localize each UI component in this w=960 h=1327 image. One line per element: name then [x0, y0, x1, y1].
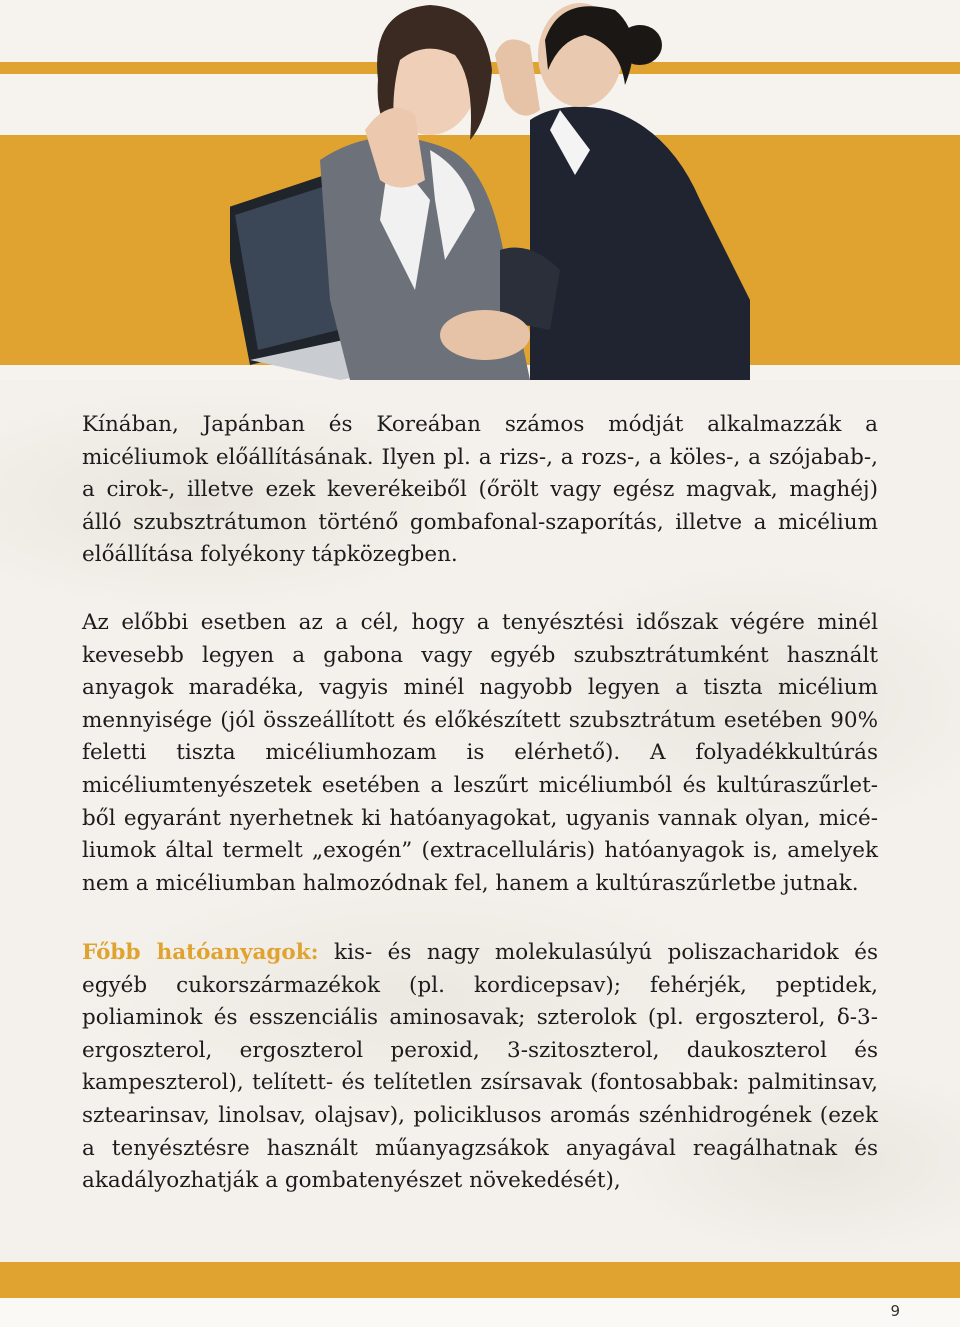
footer-accent-band	[0, 1262, 960, 1298]
page-number: 9	[890, 1302, 900, 1320]
paragraph-intro	[82, 409, 878, 572]
paragraph-mycelium-yield-text: Az előbbi esetben az a cél, hogy a tenyésztési időszak végére minél kevesebb legyen a gabona vagy egyéb szubsztrátumként használt anyagok maradéka, vagyis minél nagyobb legyen a tiszta micélium mennyisége (jól összeállított és előkészített szubsztrátum esetében 90% feletti tiszta micéliumhozam is elérhető). A folyadékkultúrás micéliumtenyészetek esetében a leszűrt micéliumból és kultúraszűrletből egyaránt nyerhetnek ki hatóanyagokat, ugyanis vannak olyan, micéliumok által termelt „exogén” (extracelluláris) hatóanyagok is, amelyek nem a micéliumban halmozódnak fel, hanem a kultúraszűrletbe jutnak.	[82, 610, 878, 896]
active-compounds-text: kis- és nagy molekulasúlyú poliszacharidok és egyéb cukorszármazékok (pl. kordicepsav); fehérjék, peptidek, poliaminok és esszenciális aminosavak; szterolok (pl. ergoszterol, δ-3-ergoszterol, ergoszterol peroxid, 3-szitoszterol, daukoszterol és kampeszterol), telített- és telítetlen zsírsavak (fontosabbak: palmitinsav, sztearinsav, linolsav, olajsav), policiklusos aromás szénhidrogének (ezek a tenyésztésre használt műanyagzsákok anyagával reagálhatnak és akadályozhatják a gombatenyészet növekedését),	[82, 940, 878, 1194]
paragraph-mycelium-yield	[82, 607, 878, 900]
paragraph-intro-text: Kínában, Japánban és Koreában számos módját alkalmazzák a micéliumok előállításának. Ilyen pl. a rizs-, a rozs-, a köles-, a szójabab-, a cirok-, illetve ezek keverékeiből (őrölt vagy egész magvak, maghéj) álló szubsztrátumon történő gombafonal-szaporítás, illetve a micélium előállítása folyékony tápközegben.	[82, 412, 878, 568]
paragraph-active-compounds	[82, 937, 878, 1198]
active-compounds-heading: Főbb hatóanyagok:	[82, 940, 319, 965]
footer-strip	[0, 1298, 960, 1327]
header-photo	[230, 0, 750, 380]
